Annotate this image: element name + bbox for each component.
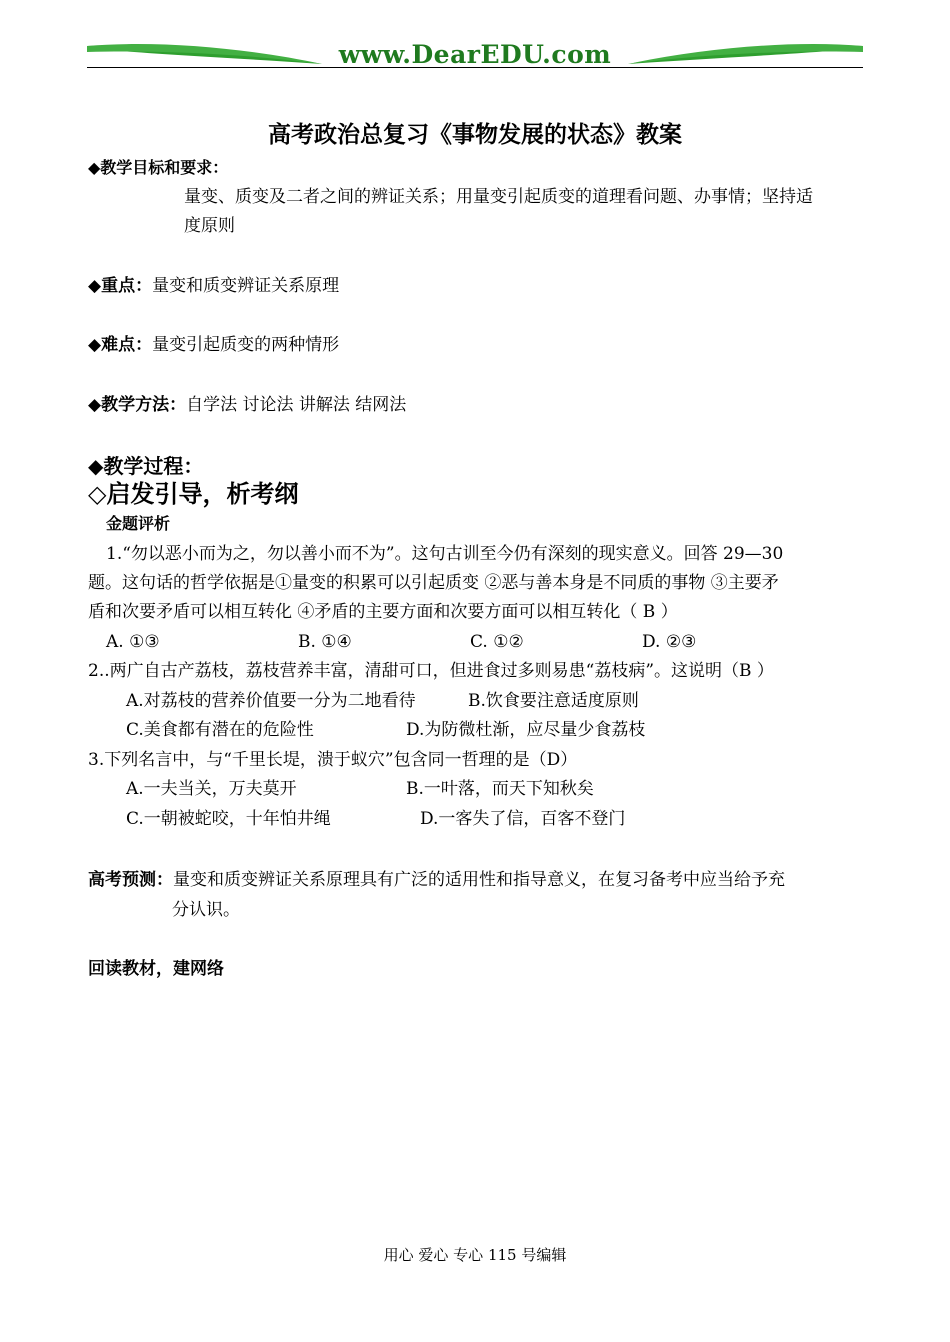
page-title: 高考政治总复习《事物发展的状态》教案: [268, 121, 682, 148]
q1-option-c: C. ①②: [470, 632, 524, 652]
q3-option-d: D.一客失了信，百客不登门: [420, 809, 626, 829]
q2-option-c: C.美食都有潜在的危险性: [126, 720, 314, 740]
site-header-banner: [87, 34, 863, 74]
q3-option-c: C.一朝被蛇咬，十年怕井绳: [126, 809, 331, 829]
section-heading: ◇启发引导，析考纲: [88, 479, 299, 508]
q2-option-b: B.饮食要注意适度原则: [468, 691, 639, 711]
key-point-text: 量变和质变辨证关系原理: [152, 276, 340, 296]
goals-label: ◆教学目标和要求：: [88, 158, 229, 177]
forecast-text-line1: 量变和质变辨证关系原理具有广泛的适用性和指导意义，在复习备考中应当给予充: [173, 870, 785, 890]
q2-option-d: D.为防微杜渐，应尽量少食荔枝: [406, 720, 646, 740]
goals-text-line2: 度原则: [184, 216, 235, 236]
review-heading: 回读教材，建网络: [88, 959, 224, 979]
process-label: ◆教学过程：: [88, 454, 204, 478]
difficulty: [88, 333, 339, 357]
difficulty-text: 量变引起质变的两种情形: [152, 335, 340, 355]
forecast: [88, 868, 785, 892]
teaching-methods: [88, 393, 406, 417]
q3-option-b: B.一叶落，而天下知秋矣: [406, 779, 594, 799]
q2-stem: 2..两广自古产荔枝，荔枝营养丰富，清甜可口，但进食过多则易患“荔枝病”。这说明（B ）: [88, 661, 774, 681]
subsection-heading: 金题评析: [106, 514, 171, 533]
methods-label: ◆教学方法：: [88, 395, 187, 415]
q1-option-b: B. ①④: [298, 632, 352, 652]
header-divider: [87, 67, 863, 68]
forecast-text-line2: 分认识。: [172, 900, 240, 920]
key-point: [88, 274, 339, 298]
q3-stem: 3.下列名言中，与“千里长堤，溃于蚁穴”包含同一哲理的是（D）: [88, 750, 578, 770]
q1-option-d: D. ②③: [642, 632, 697, 652]
q3-option-a: A.一夫当关，万夫莫开: [126, 779, 297, 799]
difficulty-label: ◆难点：: [88, 335, 153, 355]
goals-text-line1: 量变、质变及二者之间的辨证关系；用量变引起质变的道理看问题、办事情；坚持适: [184, 187, 813, 207]
forecast-label: 高考预测：: [88, 870, 173, 890]
key-point-label: ◆重点：: [88, 276, 153, 296]
page-footer: 用心 爱心 专心 115 号编辑: [383, 1246, 567, 1264]
site-logo-text[interactable]: www.DearEDU.com: [338, 40, 612, 69]
q1-line3: 盾和次要矛盾可以相互转化 ④矛盾的主要方面和次要方面可以相互转化（ B ）: [88, 602, 678, 622]
q1-line1: 1.“勿以恶小而为之，勿以善小而不为”。这句古训至今仍有深刻的现实意义。回答 29—30: [106, 544, 784, 564]
methods-text: 自学法 讨论法 讲解法 结网法: [186, 395, 407, 415]
q2-option-a: A.对荔枝的营养价值要一分为二地看待: [126, 691, 416, 711]
q1-line2: 题。这句话的哲学依据是①量变的积累可以引起质变 ②恶与善本身是不同质的事物 ③主要矛: [88, 573, 779, 593]
q1-option-a: A. ①③: [106, 632, 160, 652]
